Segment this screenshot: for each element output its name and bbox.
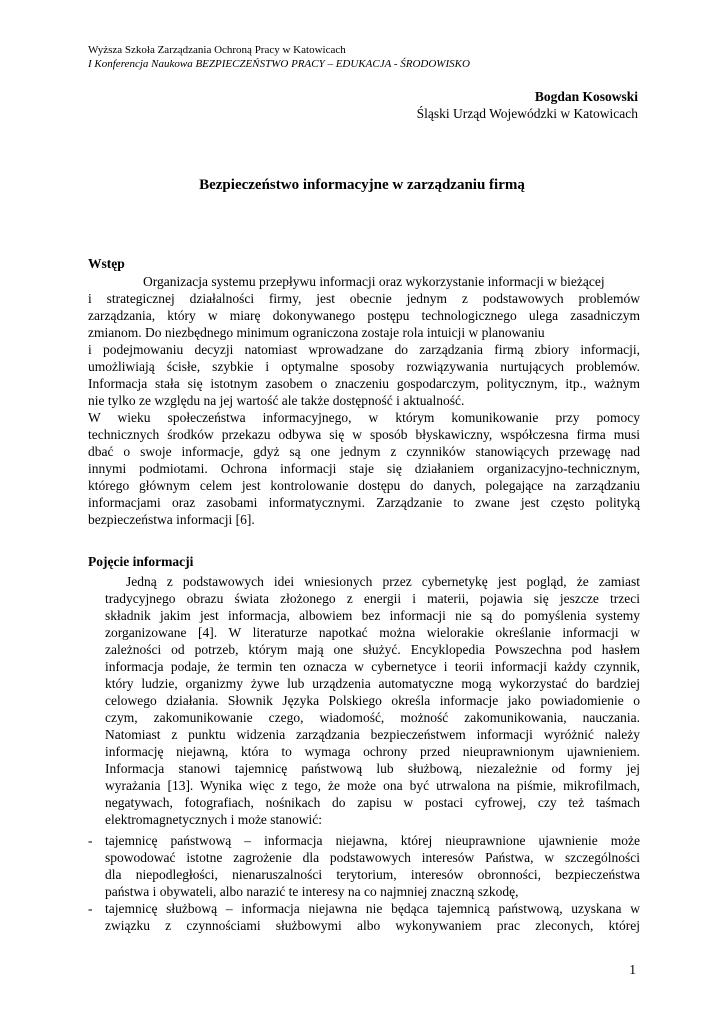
paragraph-line: elektromagnetycznych i może stanowić: bbox=[105, 812, 323, 827]
paragraph-line: celowego działania. Słownik Języka Polskiego określa informacje jako powiadomienie o bbox=[105, 693, 640, 708]
paragraph-line: wyrażania [13]. Wynika więc z tego, że może ona być utrwalona na piśmie, mikrofilmach, bbox=[105, 778, 640, 793]
paragraph-line: informacja podaje, że termin ten oznacza w cybernetyce i teorii informacji każdy czynnik, bbox=[105, 659, 640, 674]
list-bullet: - bbox=[88, 833, 93, 848]
paragraph-line: składnik jakim jest informacja, albowiem bez informacji nie są do pomyślenia systemy bbox=[105, 608, 640, 623]
paragraph-line: zarządzania, który w miarę dokonywanego postępu technologicznego ulega zasadniczym bbox=[88, 308, 640, 323]
paragraph-line: czym, zakomunikowanie czego, wiadomość, możność zakomunikowania, nauczania. bbox=[105, 710, 640, 725]
paragraph-line: i strategicznej działalności firmy, jest obecnie jednym z podstawowych problemów bbox=[88, 291, 640, 306]
list-item-line: związku z czynnościami służbowymi albo wykonywaniem prac zleconych, której bbox=[105, 918, 640, 933]
conference-header-title: I Konferencja Naukowa BEZPIECZEŃSTWO PRACY – EDUKACJA - ŚRODOWISKO bbox=[88, 58, 470, 70]
paragraph-line: Organizacja systemu przepływu informacji oraz wykorzystanie informacji w bieżącej bbox=[143, 274, 605, 289]
author-name: Bogdan Kosowski bbox=[534, 89, 638, 104]
list-item-line: tajemnicę państwową – informacja niejawna, której nieuprawnione ujawnienie może bbox=[105, 833, 640, 848]
list-item-line: spowodować istotne zagrożenie dla podstawowych interesów Państwa, w szczególności bbox=[105, 850, 640, 865]
paragraph-line: którego głównym celem jest kontrolowanie dostępu do danych, polegające na zarządzaniu bbox=[88, 478, 640, 493]
paragraph-line: zorganizowane [4]. W literaturze napotkać można wielorakie określanie informacji w bbox=[105, 625, 640, 640]
list-bullet: - bbox=[88, 901, 93, 916]
paragraph-line: Informacja stanowi tajemnicę państwową lub służbową, niezależnie od formy jej bbox=[105, 761, 640, 776]
paragraph-line: informacjami oraz zasobami informatycznymi. Zarządzanie to zwane jest często polityką bbox=[88, 495, 640, 510]
paragraph-line: Jedną z podstawowych idei wniesionych przez cybernetykę jest pogląd, że zamiast bbox=[126, 574, 640, 589]
author-affiliation: Śląski Urząd Wojewódzki w Katowicach bbox=[416, 106, 638, 121]
paper-title: Bezpieczeństwo informacyjne w zarządzaniu firmą bbox=[199, 177, 525, 193]
paragraph-line: zależności od potrzeb, którym mają one służyć. Encyklopedia Powszechna pod hasłem bbox=[105, 642, 640, 657]
section-heading-wstep: Wstęp bbox=[88, 256, 125, 271]
paragraph-line: który ludzie, organizmy żywe lub urządzenia automatyczne mogą wykorzystać do bardziej bbox=[105, 676, 640, 691]
paragraph-line: technicznych środków przekazu odbywa się w sposób błyskawiczny, współczesna firma musi bbox=[88, 427, 640, 442]
section-heading-pojecie-informacji: Pojęcie informacji bbox=[88, 554, 194, 569]
paragraph-line: Natomiast z punktu widzenia zarządzania bezpieczeństwem informacji wyróżnić należy bbox=[105, 727, 640, 742]
paragraph-line: innymi podmiotami. Ochrona informacji staje się działaniem organizacyjno-technicznym, bbox=[88, 461, 640, 476]
paragraph-line: dbać o swoje informacje, gdyż są one jednym z czynników stanowiących przewagę nad bbox=[88, 444, 640, 459]
list-item-line: dla niepodległości, nienaruszalności terytorium, interesów obronności, bezpieczeństwa bbox=[105, 867, 640, 882]
paragraph-line: zmianom. Do niezbędnego minimum ograniczona zostaje rola intuicji w planowaniu bbox=[88, 325, 545, 340]
page-number: 1 bbox=[629, 962, 636, 977]
paragraph-line: nie tylko ze względu na jej wartość ale także dostępność i aktualność. bbox=[88, 393, 465, 408]
conference-header-institution: Wyższa Szkoła Zarządzania Ochroną Pracy w Katowicach bbox=[88, 44, 346, 56]
list-item-line: tajemnicę służbową – informacja niejawna nie będąca tajemnicą państwową, uzyskana w bbox=[105, 901, 640, 916]
paragraph-line: negatywach, fotografiach, nośnikach do zapisu w postaci cyfrowej, czy też taśmach bbox=[105, 795, 640, 810]
paragraph-line: tradycyjnego obrazu świata złożonego z energii i materii, pojawia się jeszcze trzeci bbox=[105, 591, 640, 606]
paragraph-line: informację niejawną, która to wymaga ochrony przed nieuprawnionym ujawnieniem. bbox=[105, 744, 640, 759]
list-item-line: państwa i obywateli, albo narazić te interesy na co najmniej znaczną szkodę, bbox=[105, 884, 519, 899]
paragraph-line: bezpieczeństwa informacji [6]. bbox=[88, 512, 255, 527]
paragraph-line: Informacja stała się istotnym zasobem o znaczeniu gospodarczym, politycznym, itp., ważnym bbox=[88, 376, 640, 391]
paragraph-line: i podejmowaniu decyzji natomiast wprowadzane do zarządzania firmą zbiory informacji, bbox=[88, 342, 640, 357]
paragraph-line: umożliwiają ścisłe, szybkie i optymalne sposoby rozwiązywania nurtujących problemów. bbox=[88, 359, 640, 374]
paragraph-line: W wieku społeczeństwa informacyjnego, w którym komunikowanie przy pomocy bbox=[88, 410, 640, 425]
